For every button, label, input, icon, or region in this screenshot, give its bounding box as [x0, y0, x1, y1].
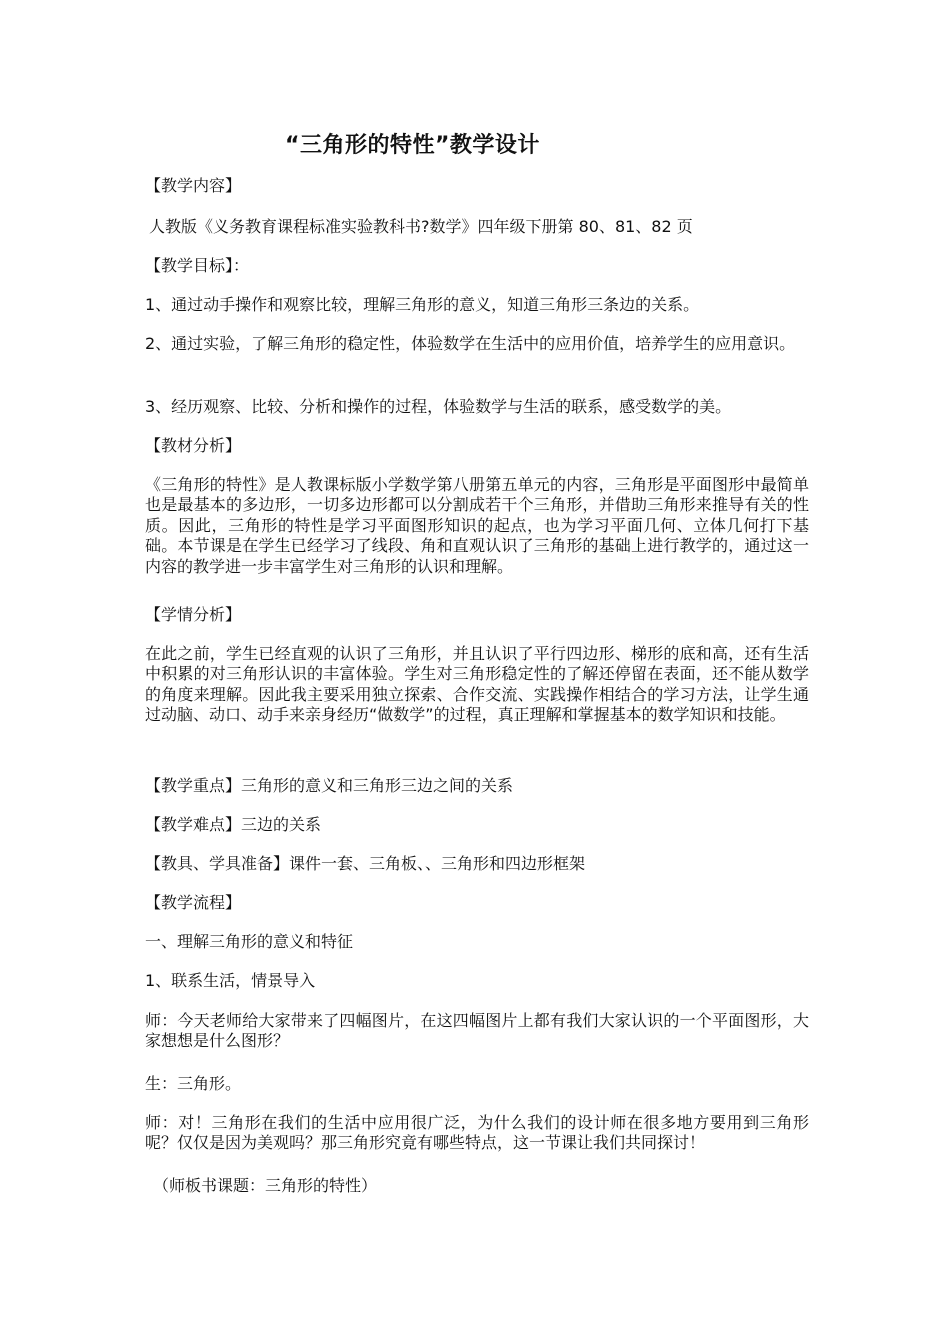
goal-item-1: 1、通过动手操作和观察比较，理解三角形的意义，知道三角形三条边的关系。 — [145, 295, 700, 314]
note-board-title: （师板书课题：三角形的特性） — [153, 1176, 378, 1195]
paragraph-teaching-aids: 【教具、学具准备】课件一套、三角板、、三角形和四边形框架 — [145, 854, 586, 873]
document-title: “三角形的特性”教学设计 — [285, 133, 540, 158]
goal-item-2: 2、通过实验，了解三角形的稳定性，体验数学在生活中的应用价值，培养学生的应用意识。 — [145, 334, 796, 353]
paragraph-material-analysis: 《三角形的特性》是人教课标版小学数学第八册第五单元的内容，三角形是平面图形中最简单也是最基本的多边形，一切多边形都可以分割成若干个三角形，并借助三角形来推导有关的性质。因此，三角形的特性是学习平面图形知识的起点，也为学习平面几何、立体几何打下基础。本节课是在学生已经学习了线段、角和直观认识了三角形的基础上进行教学的，通过这一内容的教学进一步丰富学生对三角形的认识和理解。 — [145, 475, 809, 576]
paragraph-key-point: 【教学重点】三角形的意义和三角形三边之间的关系 — [145, 776, 514, 795]
goal-item-3: 3、经历观察、比较、分析和操作的过程，体验数学与生活的联系，感受数学的美。 — [145, 397, 732, 416]
section-heading-1: 一、理解三角形的意义和特征 — [145, 932, 354, 951]
dialogue-teacher-2: 师：对！三角形在我们的生活中应用很广泛，为什么我们的设计师在很多地方要用到三角形呢？仅仅是因为美观吗？那三角形究竟有哪些特点，这一节课让我们共同探讨！ — [145, 1113, 809, 1153]
heading-teaching-content: 【教学内容】 — [145, 176, 242, 195]
heading-material-analysis: 【教材分析】 — [145, 436, 242, 455]
dialogue-student-1: 生：三角形。 — [145, 1074, 242, 1093]
heading-teaching-goals: 【教学目标】： — [145, 256, 250, 275]
paragraph-student-analysis: 在此之前，学生已经直观的认识了三角形，并且认识了平行四边形、梯形的底和高，还有生活中积累的对三角形认识的丰富体验。学生对三角形稳定性的了解还停留在表面，还不能从数学的角度来理解。因此我主要采用独立探索、合作交流、实践操作相结合的学习方法，让学生通过动脑、动口、动手来亲身经历“做数学”的过程，真正理解和掌握基本的数学知识和技能。 — [145, 644, 809, 725]
heading-student-analysis: 【学情分析】 — [145, 605, 242, 624]
subsection-heading-1: 1、联系生活，情景导入 — [145, 971, 316, 990]
dialogue-teacher-1: 师：今天老师给大家带来了四幅图片，在这四幅图片上都有我们大家认识的一个平面图形，大家想想是什么图形？ — [145, 1011, 809, 1051]
heading-teaching-process: 【教学流程】 — [145, 893, 242, 912]
paragraph-textbook-reference: 人教版《义务教育课程标准实验教科书?数学》四年级下册第 80、81、82 页 — [149, 217, 693, 236]
paragraph-difficult-point: 【教学难点】三边的关系 — [145, 815, 322, 834]
